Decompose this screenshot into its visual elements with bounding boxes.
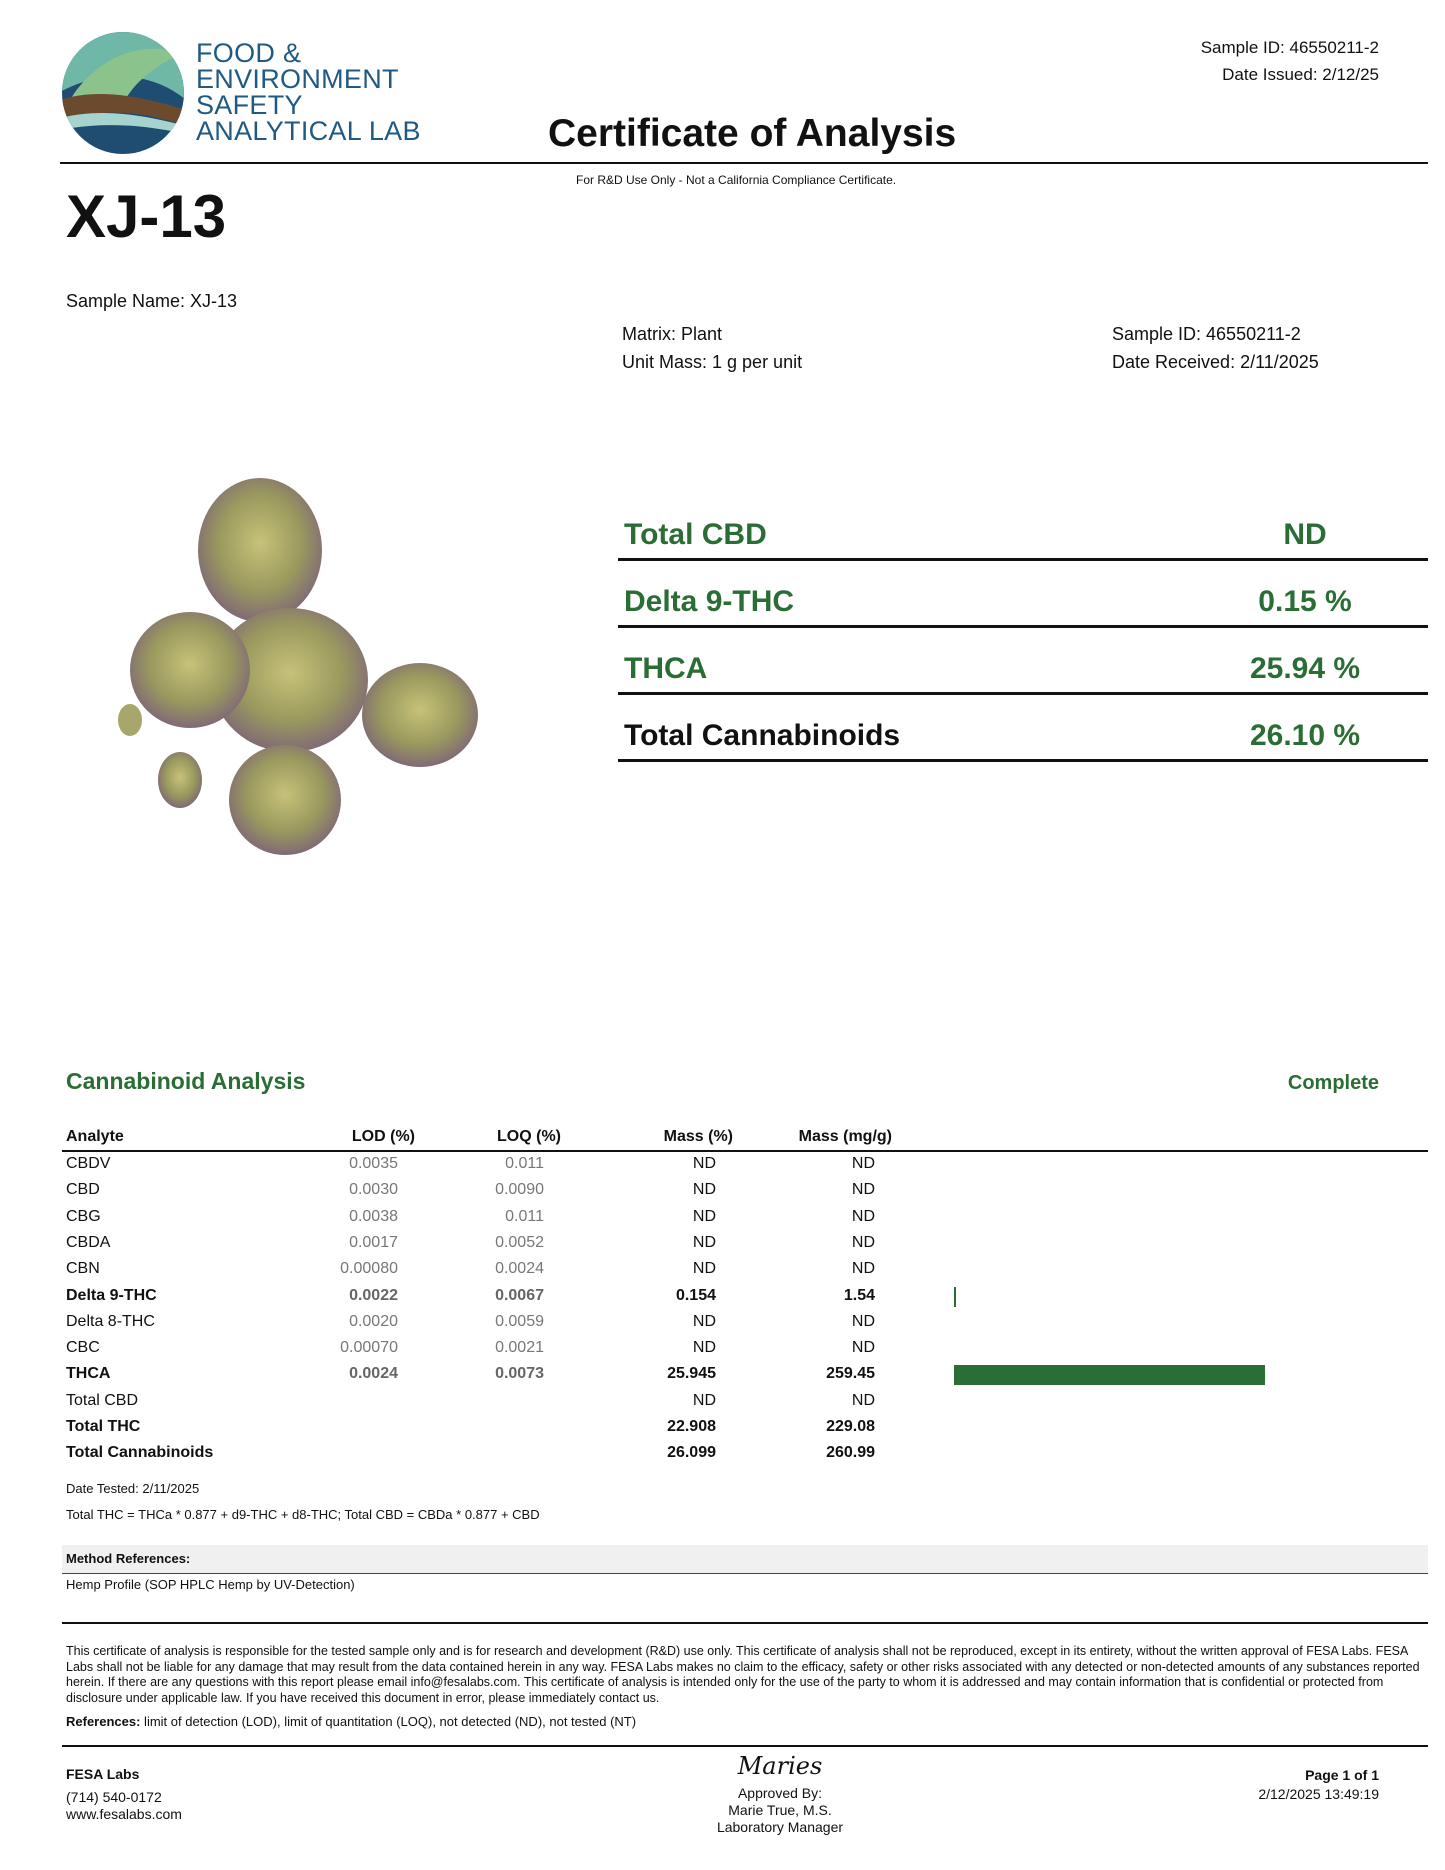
header-meta [1201, 34, 1379, 88]
cell-lod: 0.00070 [340, 1339, 398, 1357]
date-tested: Date Tested: 2/11/2025 [66, 1481, 200, 1496]
mass-bar [954, 1287, 956, 1307]
cell-mass-mg: 229.08 [826, 1418, 875, 1435]
table-row [66, 1390, 1428, 1416]
cell-mass-mg: ND [851, 1181, 875, 1199]
table-row [66, 1232, 1428, 1258]
cell-mass-pct: ND [692, 1207, 716, 1225]
sample-code: XJ-13 [66, 183, 227, 250]
table-row [66, 1416, 1428, 1442]
cell-loq: 0.011 [505, 1155, 544, 1172]
cell-loq: 0.0073 [495, 1365, 544, 1383]
fesa-logo-icon [60, 30, 186, 156]
matrix: Matrix: Plant [622, 324, 723, 344]
cell-analyte: CBDA [66, 1233, 111, 1251]
cell-lod: 0.0030 [349, 1181, 398, 1199]
disclaimer-rule [62, 1622, 1428, 1624]
cell-analyte: CBC [66, 1339, 100, 1357]
summary-value: 26.10 % [1249, 719, 1361, 752]
mass-bar [954, 1365, 1265, 1385]
cell-mass-pct: ND [692, 1391, 716, 1409]
cell-analyte: CBN [66, 1260, 100, 1278]
sample-id-block [1112, 320, 1319, 376]
table-row [66, 1363, 1428, 1389]
lab-phone: (714) 540-0172 [66, 1789, 162, 1805]
summary-row [618, 559, 1428, 628]
product-photo [80, 470, 500, 870]
approved-by: Approved By: [737, 1785, 823, 1801]
cell-mass-pct: 25.945 [667, 1365, 716, 1383]
cell-loq: 0.0024 [495, 1260, 544, 1278]
cell-loq: 0.0059 [495, 1312, 544, 1330]
cell-mass-mg: ND [851, 1391, 875, 1409]
page-number: Page 1 of 1 [1305, 1767, 1379, 1783]
table-row [66, 1179, 1428, 1205]
disclaimer-text: This certificate of analysis is responsible for the tested sample only and is for research and development (R&D) use only. This certificate of analysis shall not be reproduced, except in its entirety, without the written approval of FESA Labs. FESA Labs shall not be liable for any damage that may result from the data contained herein in any way. FESA Labs makes no claim to the efficacy, safety or other risks associated with any detected or non-detected amounts of any substances reported herein. If there are any questions with this report please email info@fesalabs.com. This certificate of analysis is intended only for the use of the party to whom it is addressed and may contain information that is confidential or protected from disclosure under applicable law. If you have received this document in error, please immediately contact us. [66, 1644, 1420, 1705]
col-loq: LOQ (%) [497, 1128, 561, 1145]
cell-analyte: Delta 9-THC [66, 1286, 157, 1304]
summary-value: ND [1283, 518, 1327, 551]
footer-page [1258, 1766, 1379, 1804]
cell-loq: 0.011 [505, 1207, 544, 1225]
summary-row [618, 626, 1428, 695]
logo-line: ANALYTICAL LAB [196, 116, 421, 146]
summary-value: 25.94 % [1249, 652, 1361, 685]
col-mass-mg: Mass (mg/g) [798, 1128, 892, 1145]
cell-mass-mg: ND [851, 1339, 875, 1357]
cell-mass-pct: ND [692, 1260, 716, 1278]
print-timestamp: 2/12/2025 13:49:19 [1258, 1786, 1379, 1802]
references [66, 1714, 636, 1729]
cell-loq: 0.0052 [495, 1233, 544, 1251]
sample-name: Sample Name: XJ-13 [66, 291, 238, 311]
summary-row [618, 693, 1428, 762]
table-row [66, 1258, 1428, 1284]
footer-rule [62, 1745, 1428, 1747]
analysis-title: Cannabinoid Analysis [66, 1068, 306, 1094]
total-formula: Total THC = THCa * 0.877 + d9-THC + d8-THC; Total CBD = CBDa * 0.877 + CBD [66, 1507, 540, 1522]
date-received: Date Received: 2/11/2025 [1112, 352, 1319, 372]
logo-line: ENVIRONMENT [196, 64, 399, 94]
certificate-title: Certificate of Analysis [548, 112, 957, 155]
cell-mass-pct: ND [692, 1233, 716, 1251]
method-band [62, 1545, 1428, 1574]
cell-lod: 0.0035 [349, 1155, 398, 1172]
signature: Maries [737, 1752, 823, 1780]
cell-lod: 0.0024 [349, 1365, 398, 1383]
summary-label: THCA [624, 652, 708, 685]
cell-analyte: Total Cannabinoids [66, 1444, 214, 1462]
cell-analyte: CBD [66, 1181, 100, 1199]
summary-label: Total CBD [624, 518, 767, 551]
header-divider [60, 162, 1428, 164]
cell-mass-mg: 259.45 [826, 1365, 875, 1383]
header-date-issued: Date Issued: 2/12/25 [1222, 65, 1379, 84]
table-row [66, 1442, 1428, 1468]
cell-analyte: CBDV [66, 1155, 111, 1172]
cell-analyte: Delta 8-THC [66, 1312, 155, 1330]
cell-mass-pct: ND [692, 1312, 716, 1330]
compliance-note: For R&D Use Only - Not a California Compliance Certificate. [576, 173, 897, 187]
cell-lod: 0.0020 [349, 1312, 398, 1330]
method-text: Hemp Profile (SOP HPLC Hemp by UV-Detection) [66, 1577, 355, 1592]
summary-label: Delta 9-THC [624, 585, 795, 618]
table-row [66, 1206, 1428, 1232]
cell-mass-pct: ND [692, 1155, 716, 1172]
header-sample-id: Sample ID: 46550211-2 [1200, 38, 1379, 57]
cell-lod: 0.0017 [349, 1233, 398, 1251]
cell-analyte: CBG [66, 1207, 101, 1225]
method-heading: Method References: [66, 1551, 191, 1566]
cell-mass-pct: 22.908 [667, 1418, 716, 1435]
summary-row [618, 492, 1428, 561]
approver-name: Marie True, M.S. [728, 1802, 832, 1818]
logo-line: SAFETY [196, 90, 303, 120]
cell-lod: 0.00080 [340, 1260, 398, 1278]
table-row [66, 1153, 1428, 1179]
footer-approval [680, 1785, 880, 1836]
cell-mass-pct: ND [692, 1181, 716, 1199]
table-row [66, 1337, 1428, 1363]
logo-line: FOOD & [196, 38, 302, 68]
summary-value: 0.15 % [1258, 585, 1352, 618]
cell-mass-mg: ND [851, 1155, 875, 1172]
analysis-status: Complete [1287, 1072, 1379, 1094]
lab-website[interactable]: www.fesalabs.com [66, 1806, 182, 1822]
cell-mass-pct: 0.154 [675, 1286, 716, 1304]
table-row [66, 1285, 1428, 1311]
cell-mass-mg: ND [851, 1260, 875, 1278]
logo-wordmark [196, 40, 421, 144]
cell-loq: 0.0067 [495, 1286, 544, 1304]
cell-lod: 0.0022 [349, 1286, 398, 1304]
cell-analyte: Total THC [66, 1418, 141, 1435]
summary-label: Total Cannabinoids [624, 719, 901, 752]
cell-mass-mg: 260.99 [826, 1444, 875, 1462]
unit-mass: Unit Mass: 1 g per unit [622, 352, 803, 372]
col-lod: LOD (%) [351, 1128, 415, 1145]
cell-lod: 0.0038 [349, 1207, 398, 1225]
cell-analyte: THCA [66, 1365, 111, 1383]
approver-role: Laboratory Manager [716, 1819, 844, 1835]
table-row [66, 1311, 1428, 1337]
references-label: References: [66, 1714, 141, 1729]
col-mass-pct: Mass (%) [663, 1128, 733, 1145]
footer-lab [66, 1766, 182, 1823]
cell-analyte: Total CBD [66, 1391, 139, 1409]
lab-name: FESA Labs [66, 1766, 140, 1782]
cell-mass-pct: 26.099 [667, 1444, 716, 1462]
matrix-block [622, 320, 802, 376]
cell-mass-mg: ND [851, 1312, 875, 1330]
table-header-rule [62, 1150, 1428, 1152]
cell-mass-pct: ND [692, 1339, 716, 1357]
col-analyte: Analyte [66, 1128, 124, 1145]
cell-loq: 0.0021 [495, 1339, 544, 1357]
cell-mass-mg: ND [851, 1207, 875, 1225]
cell-mass-mg: 1.54 [843, 1286, 875, 1304]
sample-id: Sample ID: 46550211-2 [1112, 324, 1301, 344]
cell-loq: 0.0090 [495, 1181, 544, 1199]
cell-mass-mg: ND [851, 1233, 875, 1251]
references-text: limit of detection (LOD), limit of quantitation (LOQ), not detected (ND), not tested (NT) [140, 1714, 637, 1729]
